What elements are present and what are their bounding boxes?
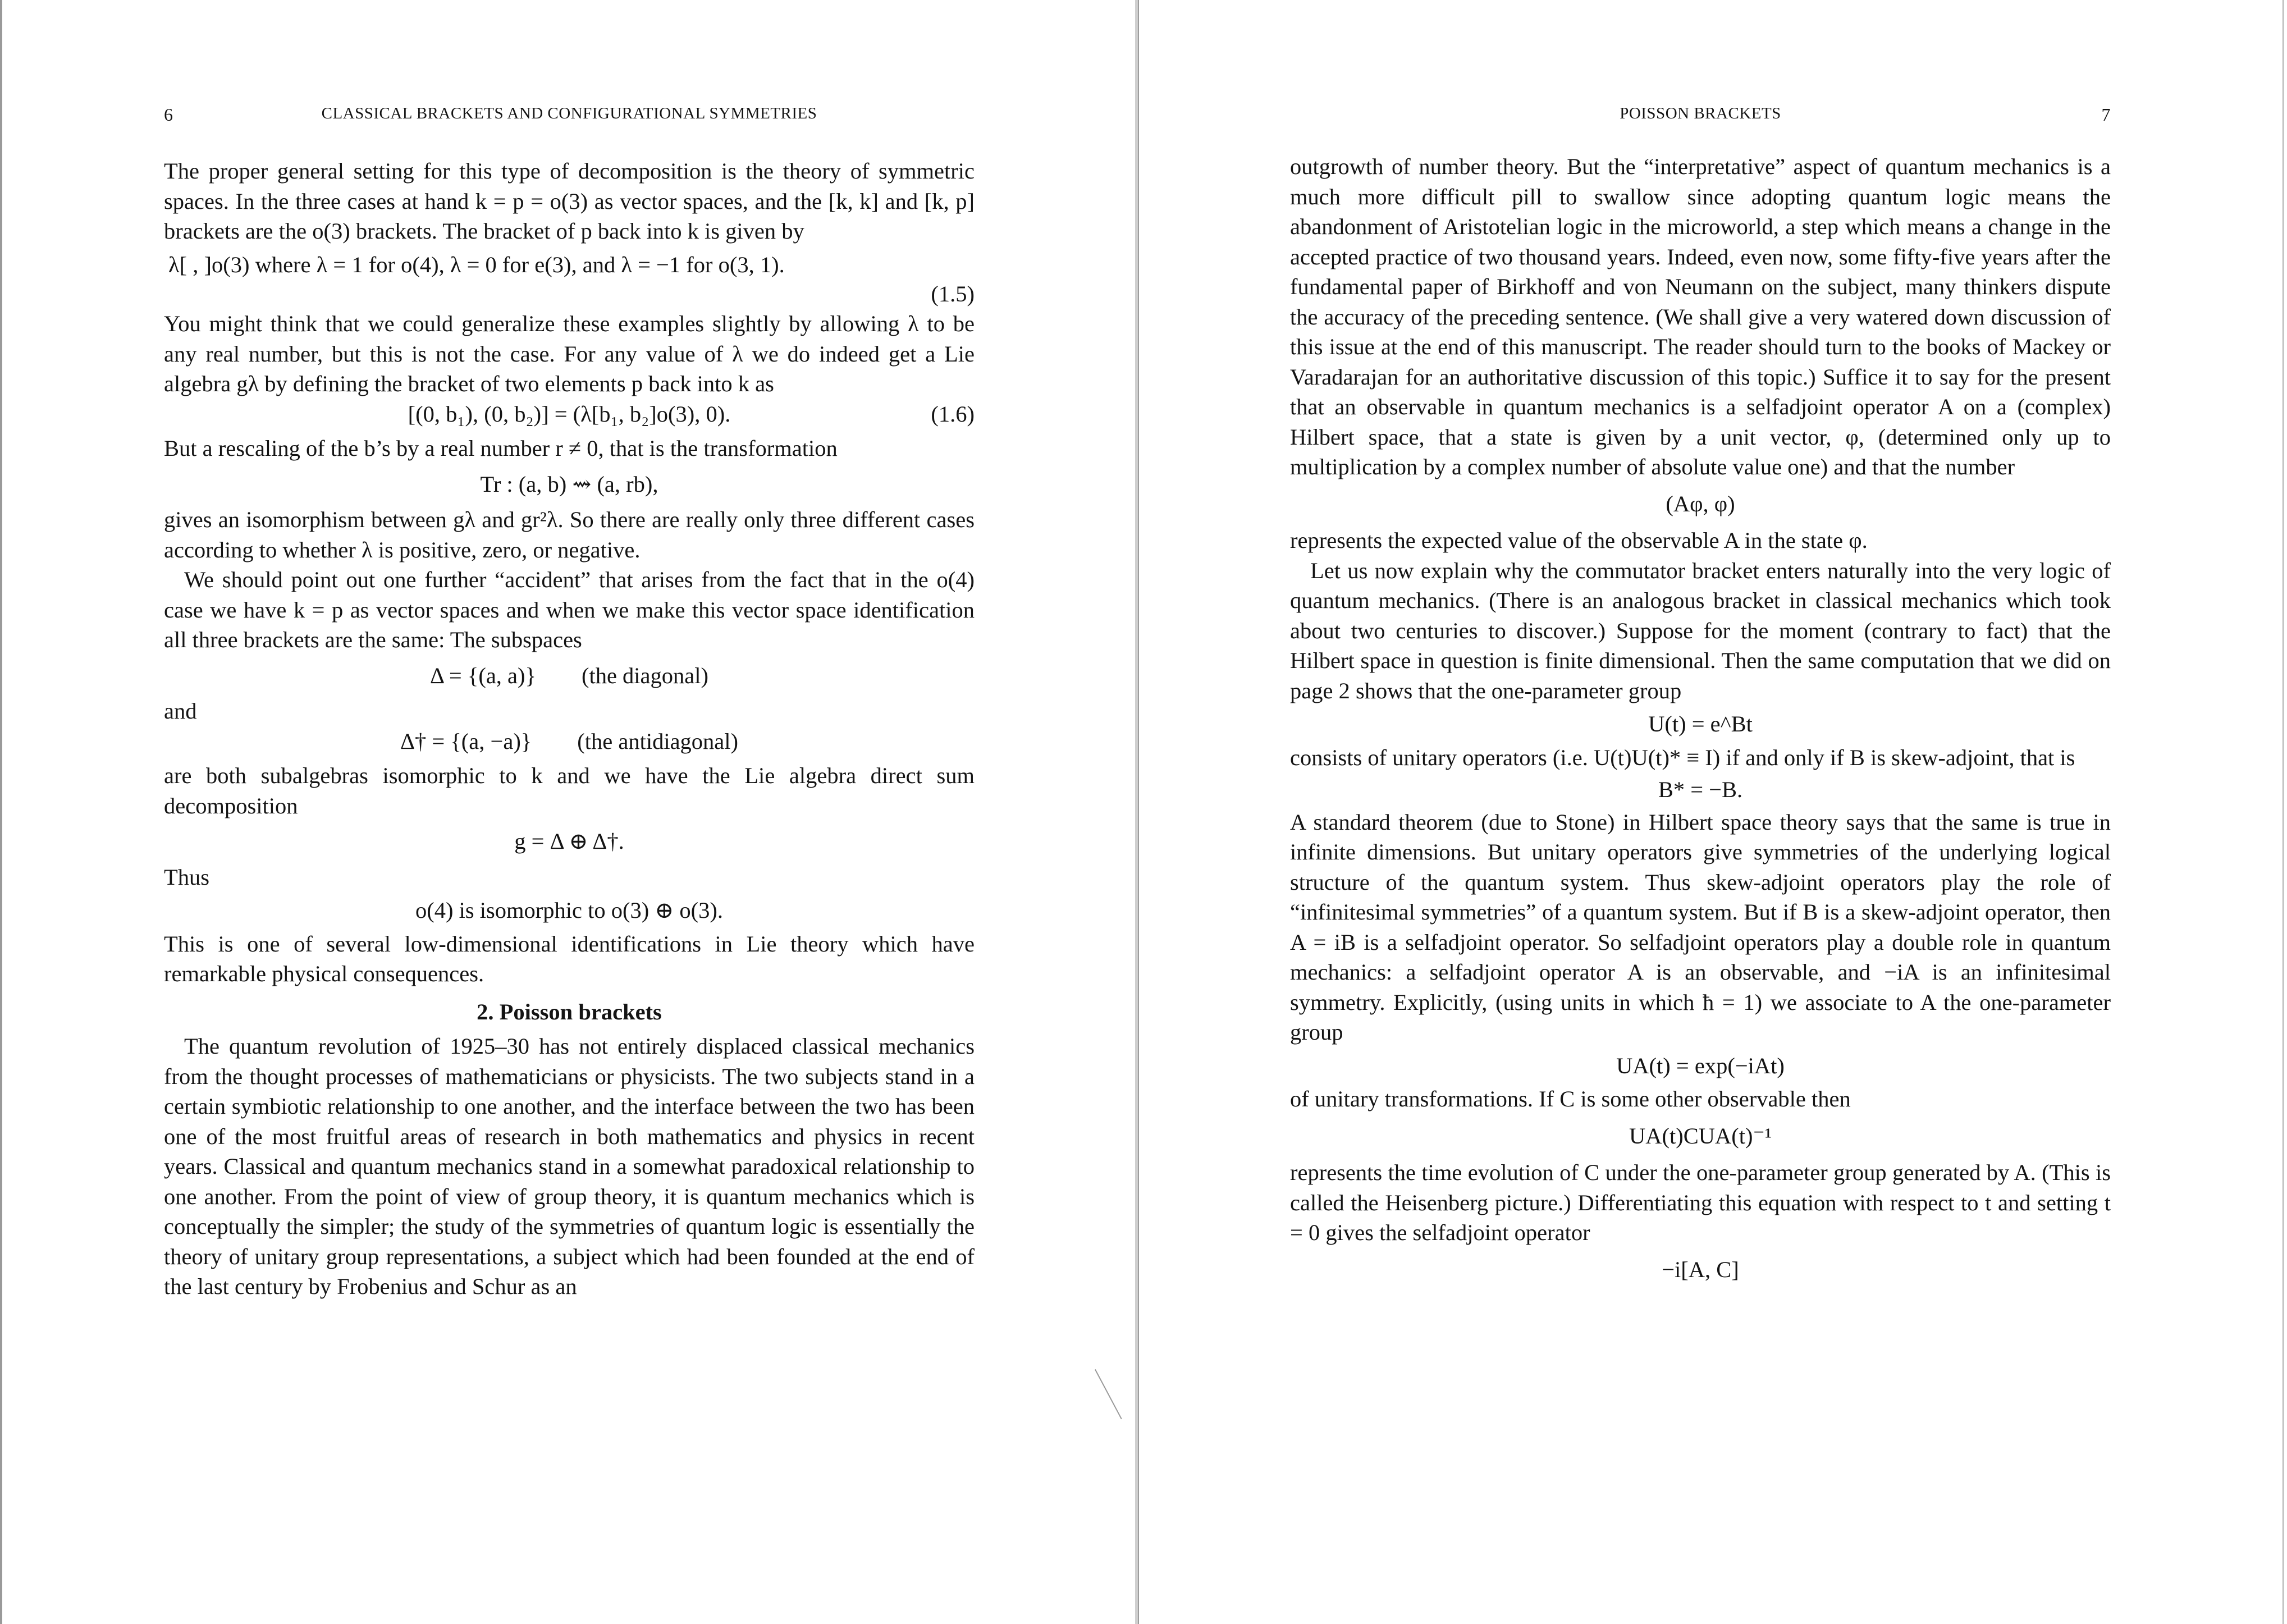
- right-page-header: [1290, 104, 2111, 129]
- word-and: and: [164, 698, 197, 724]
- right-page-number: 7: [2101, 104, 2111, 125]
- equation-commutator: −i[A, C]: [1662, 1256, 1739, 1282]
- right-page-body: [1290, 152, 2111, 1291]
- equation-time-evolution: UA(t)CUA(t)⁻¹: [1629, 1123, 1772, 1149]
- right-page: [1290, 0, 2111, 1624]
- left-paragraph-7: This is one of several low-dimensional identifications in Lie theory which have remarkable physical consequences.: [164, 931, 975, 986]
- word-thus: Thus: [164, 864, 209, 890]
- right-paragraph-7: represents the time evolution of C under the one-parameter group generated by A. (This is called the Heisenberg picture.) Differentiating this equation with respect to t and setting t = 0 gives the selfadjoint operator: [1290, 1160, 2111, 1245]
- equation-direct-sum: g = Δ ⊕ Δ†.: [514, 829, 624, 854]
- left-paragraph-1: The proper general setting for this type of decomposition is the theory of symmetric spaces. In the three cases at hand k = p = o(3) as vector spaces, and the [k, k] and [k, p] brackets are the o(3) brackets. The bracket of p back into k is given by: [164, 158, 975, 244]
- left-running-head: CLASSICAL BRACKETS AND CONFIGURATIONAL SYMMETRIES: [321, 104, 817, 122]
- equation-1-6-text: [(0, b₁), (0, b₂)] = (λ[b₁, b₂]o(3), 0).: [408, 401, 731, 427]
- right-paragraph-3: Let us now explain why the commutator bracket enters naturally into the very logic of quantum mechanics. (There is an analogous bracket in classical mechanics which took about two centuries to discover.) Suppose for the moment (contrary to fact) that the Hilbert space in question is finite dimensional. Then the same computation that we did on page 2 shows that the one-parameter group: [1290, 557, 2111, 703]
- equation-o4-isomorphism: o(4) is isomorphic to o(3) ⊕ o(3).: [415, 898, 723, 923]
- equation-diagonal: Δ = {(a, a)} (the diagonal): [430, 662, 708, 688]
- left-paragraph-8: The quantum revolution of 1925–30 has not entirely displaced classical mechanics from the thought processes of mathematicians or physicists. The two subjects stand in a certain symbiotic relationship to one another, and the interface between the two has been one of the most fruitful areas of research in both mathematics and physics in recent years. Classical and quantum mechanics stand in a somewhat paradoxical relationship to one another. From the point of view of group theory, it is quantum mechanics which is conceptually the simpler; the study of the symmetries of quantum logic is essentially the theory of unitary group representations, a subject which had been founded at the end of the last century by Frobenius and Schur as an: [164, 1033, 975, 1299]
- right-paragraph-2: represents the expected value of the observable A in the state φ.: [1290, 528, 1868, 553]
- right-paragraph-4: consists of unitary operators (i.e. U(t)U(t)* ≡ I) if and only if B is skew-adjoint, that is: [1290, 744, 2075, 770]
- equation-transformation: Tr : (a, b) ⇝ (a, rb),: [480, 471, 658, 497]
- equation-unitary-group: UA(t) = exp(−iAt): [1616, 1053, 1785, 1078]
- right-paragraph-6: of unitary transformations. If C is some other observable then: [1290, 1086, 1851, 1111]
- left-paragraph-6: are both subalgebras isomorphic to k and we have the Lie algebra direct sum decomposition: [164, 763, 975, 818]
- right-paragraph-1: outgrowth of number theory. But the “interpretative” aspect of quantum mechanics is a much more difficult pill to swallow since adopting quantum logic means the abandonment of Aristotelian logic in the microworld, a step which means a change in the accepted practice of two thousand years. Indeed, even now, some fifty-five years after the fundamental paper of Birkhoff and von Neumann on the subject, many thinkers dispute the accuracy of the preceding sentence. (We shall give a very watered down discussion of this issue at the end of this manuscript. The reader should turn to the books of Mackey or Varadarajan for an authoritative discussion of this topic.) Suffice it to say for the present that an observable in quantum mechanics is a selfadjoint operator A on a (complex) Hilbert space, that a state is given by a unit vector, φ, (determined only up to multiplication by a complex number of absolute value one) and that the number: [1290, 154, 2111, 479]
- equation-1-5-number: (1.5): [931, 281, 975, 306]
- right-page-edge: [2283, 0, 2284, 1624]
- book-gutter-line: [1138, 0, 1139, 1624]
- right-paragraph-5: A standard theorem (due to Stone) in Hilbert space theory says that the same is true in infinite dimensions. But unitary operators give symmetries of the underlying logical structure of the quantum system. Thus skew-adjoint operators play the role of “infinitesimal symmetries” of a quantum system. But if B is a skew-adjoint operator, then A = iB is a selfadjoint operator. So selfadjoint operators play a double role in quantum mechanics: a selfadjoint operator A is an observable, and −iA is an infinitesimal symmetry. Explicitly, (using units in which ħ = 1) we associate to A the one-parameter group: [1290, 809, 2111, 1045]
- left-page-header: [164, 104, 975, 129]
- left-page-number: 6: [164, 104, 173, 125]
- equation-1-6-number: (1.6): [931, 401, 975, 427]
- scan-mark: [1095, 1369, 1122, 1419]
- left-paragraph-2: You might think that we could generalize these examples slightly by allowing λ to be any real number, but this is not the case. For any value of λ we do indeed get a Lie algebra gλ by defining the bracket of two elements p back into k as: [164, 311, 975, 396]
- equation-1-5-text: λ[ , ]o(3) where λ = 1 for o(4), λ = 0 for e(3), and λ = −1 for o(3, 1).: [168, 251, 785, 277]
- equation-skew-adjoint: B* = −B.: [1658, 777, 1743, 802]
- left-paragraph-3: But a rescaling of the b’s by a real number r ≠ 0, that is the transformation: [164, 436, 838, 461]
- equation-1-6: [164, 399, 975, 429]
- left-paragraph-4: gives an isomorphism between gλ and gr²λ. So there are really only three different cases according to whether λ is positive, zero, or negative.: [164, 507, 975, 562]
- left-paragraph-5: We should point out one further “accident” that arises from the fact that in the o(4) case we have k = p as vector spaces and when we make this vector space identification all three brackets are the same: The subspaces: [164, 567, 975, 652]
- section-title: 2. Poisson brackets: [477, 999, 662, 1024]
- left-page: [164, 0, 975, 1624]
- equation-expectation: (Aφ, φ): [1666, 491, 1735, 516]
- equation-1-5: [168, 250, 975, 306]
- left-page-edge: [0, 0, 2, 1624]
- right-running-head: POISSON BRACKETS: [1620, 104, 1781, 122]
- left-page-body: [164, 156, 975, 1302]
- equation-one-parameter-group: U(t) = e^Bt: [1648, 711, 1753, 736]
- equation-antidiagonal: Δ† = {(a, −a)} (the antidiagonal): [400, 728, 739, 754]
